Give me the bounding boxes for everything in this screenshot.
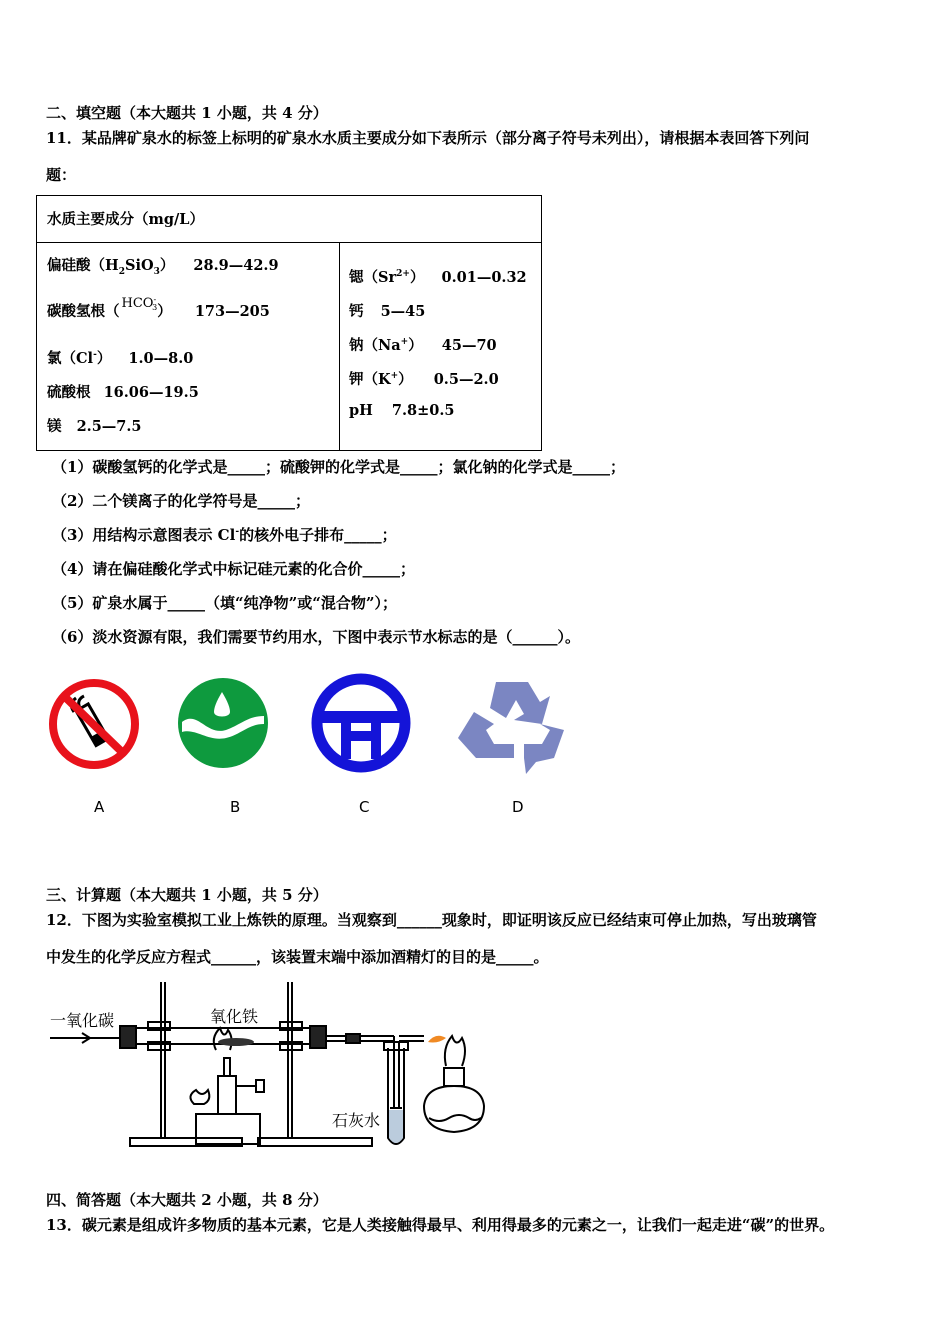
q11-sub1: （1）碳酸氢钙的化学式是_____；硫酸钾的化学式是_____；氯化钠的化学式是_____； <box>52 458 625 476</box>
q12-line2: 中发生的化学反应方程式______，该装置末端中添加酒精灯的目的是_____。 <box>46 948 549 966</box>
fire-hydrant-icon <box>311 673 411 773</box>
option-c-label: C <box>359 798 370 816</box>
q11-sub4: （4）请在偏硅酸化学式中标记硅元素的化合价_____； <box>52 560 415 578</box>
section3-heading: 三、计算题（本大题共 1 小题，共 5 分） <box>46 886 328 904</box>
option-b-label: B <box>230 798 241 816</box>
row-na: 钠（Na+） 45—70 <box>349 337 497 354</box>
no-smoking-icon <box>46 676 142 772</box>
row-k: 钾（K+） 0.5—2.0 <box>349 371 499 388</box>
row-ca: 钙 5—45 <box>349 303 426 320</box>
table-header-row <box>37 196 541 243</box>
water-composition-table <box>36 195 542 451</box>
q11-line1: 11．某品牌矿泉水的标签上标明的矿泉水水质主要成分如下表所示（部分离子符号未列出），请根据本表回答下列问 <box>46 129 810 147</box>
q13-text: 13．碳元素是组成许多物质的基本元素，它是人类接触得最早、利用得最多的元素之一，让我们一起走进“碳”的世界。 <box>46 1216 835 1234</box>
water-saving-icon <box>176 676 270 770</box>
row-sr: 锶$(Sr^{2+})$ 0.01—0.32 <box>349 269 527 286</box>
row-so4: 硫酸根 16.06—19.5 <box>47 384 199 401</box>
row-h2sio3: 偏硅酸$(H_2SiO_3)$ 28.9—42.9 <box>47 257 279 277</box>
row-mg: 镁 2.5—7.5 <box>47 418 142 435</box>
label-limewater: 石灰水 <box>332 1111 381 1130</box>
q11-sub2: （2）二个镁离子的化学符号是_____； <box>52 492 310 510</box>
table-divider <box>339 243 340 451</box>
q11-sub5: （5）矿泉水属于_____（填“纯净物”或“混合物”）； <box>52 594 397 612</box>
recycle-icon <box>454 678 568 782</box>
q11-sub6: （6）淡水资源有限，我们需要节约用水，下图中表示节水标志的是（______）。 <box>52 628 580 646</box>
row-cl: 氯（Cl-） 1.0—8.0 <box>47 350 194 367</box>
q11-sub3: （3）用结构示意图表示 Cl-的核外电子排布_____； <box>52 526 397 544</box>
label-carbon-monoxide: 一氧化碳 <box>50 1011 115 1030</box>
section4-heading: 四、简答题（本大题共 2 小题，共 8 分） <box>46 1191 328 1209</box>
iron-smelting-apparatus <box>44 978 504 1154</box>
option-a-label: A <box>94 798 105 816</box>
q12-line1: 12．下图为实验室模拟工业上炼铁的原理。当观察到______现象时，即证明该反应已经结束可停止加热，写出玻璃管 <box>46 911 817 929</box>
label-iron-oxide: 氧化铁 <box>210 1007 259 1026</box>
section2-heading: 二、填空题（本大题共 1 小题，共 4 分） <box>46 104 328 122</box>
table-header: 水质主要成分（mg/L） <box>47 211 204 228</box>
row-ph: pH 7.8±0.5 <box>349 402 455 419</box>
option-d-label: D <box>512 798 524 816</box>
row-hco3: 碳酸氢根（ $HCO^-_3$） 173—205 <box>47 295 270 320</box>
q11-line2: 题： <box>46 166 77 184</box>
